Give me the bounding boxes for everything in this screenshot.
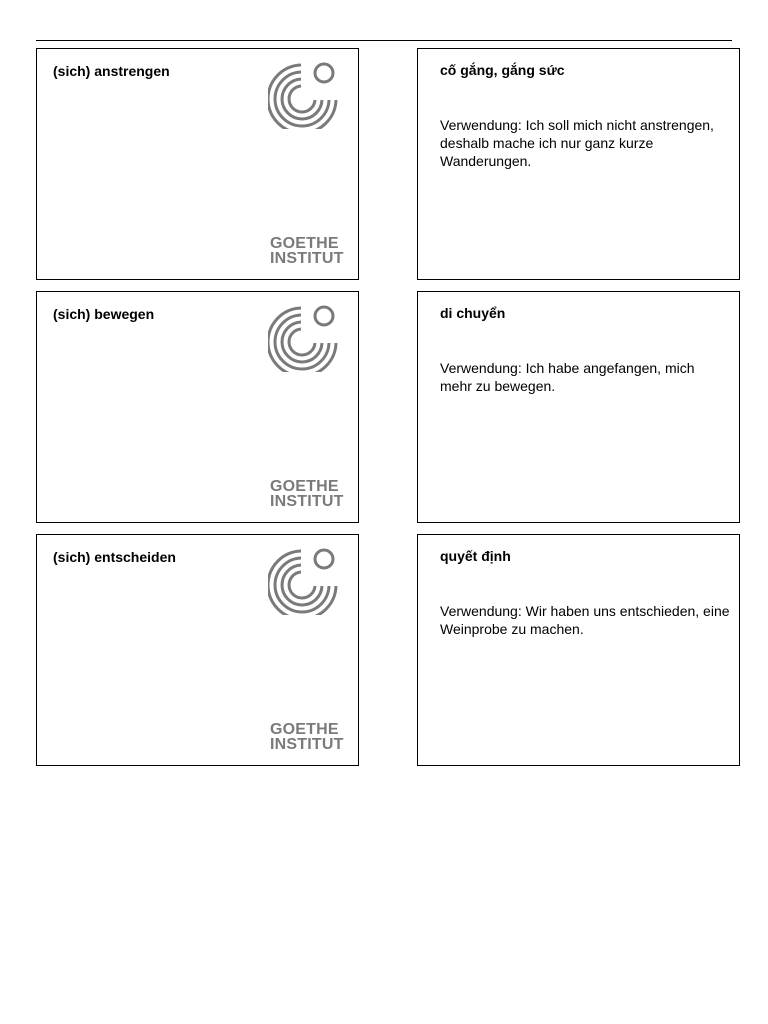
goethe-wordmark: GOETHE INSTITUT — [270, 235, 344, 267]
card-usage: Verwendung: Ich soll mich nicht anstrengen, deshalb mache ich nur ganz kurze Wanderungen. — [440, 117, 714, 169]
flashcard-front-2 — [36, 291, 359, 523]
goethe-logo-icon — [268, 545, 338, 615]
goethe-logo-icon — [268, 59, 338, 129]
card-translation: quyết định — [440, 548, 511, 564]
flashcard-back-2 — [417, 291, 740, 523]
flashcard-back-3 — [417, 534, 740, 766]
flashcard-front-3 — [36, 534, 359, 766]
flashcard-back-1 — [417, 48, 740, 280]
header-rule — [36, 40, 732, 41]
goethe-logo-icon — [268, 302, 338, 372]
card-term: (sich) anstrengen — [53, 63, 170, 79]
card-translation: di chuyển — [440, 305, 506, 321]
card-translation: cố gắng, gắng sức — [440, 62, 565, 78]
card-term: (sich) bewegen — [53, 306, 155, 322]
card-usage: Verwendung: Ich habe angefangen, mich mehr zu bewegen. — [440, 360, 695, 394]
card-term: (sich) entscheiden — [53, 549, 176, 565]
goethe-wordmark: GOETHE INSTITUT — [270, 478, 344, 510]
card-usage: Verwendung: Wir haben uns entschieden, eine Weinprobe zu machen. — [440, 603, 730, 637]
goethe-wordmark: GOETHE INSTITUT — [270, 721, 344, 753]
flashcard-front-1 — [36, 48, 359, 280]
